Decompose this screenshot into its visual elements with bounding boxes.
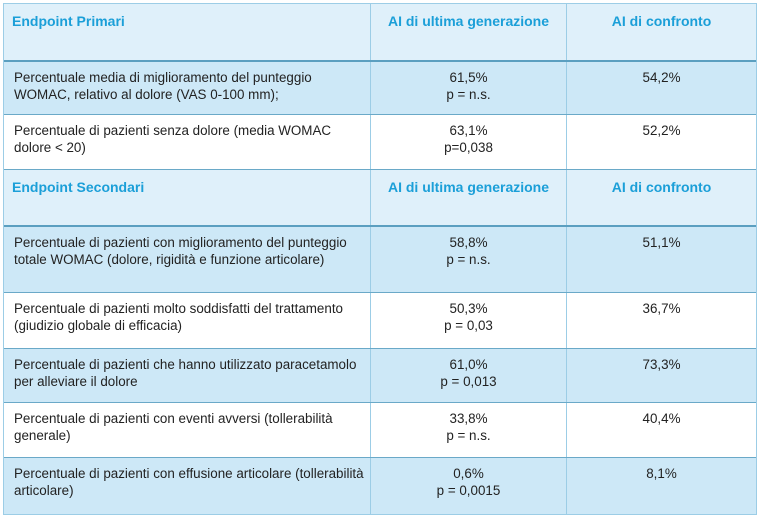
ai-value-cell (370, 227, 566, 292)
comparison-value: 8,1% (566, 458, 756, 514)
comparison-value: 54,2% (566, 62, 756, 114)
ai-comparison-heading: AI di confronto (566, 170, 756, 225)
table-row (4, 457, 756, 514)
p-value: p = 0,0015 (436, 483, 501, 498)
table-row (4, 60, 756, 114)
p-value: p=0,038 (444, 140, 493, 155)
table-row (4, 292, 756, 348)
row-label: Percentuale media di miglioramento del punteggio WOMAC, relativo al dolore (VAS 0-100 mm); (14, 70, 312, 102)
row-label: Percentuale di pazienti che hanno utilizzato paracetamolo per alleviare il dolore (14, 357, 357, 389)
ai-value: 0,6% (453, 466, 484, 481)
ai-latest-heading: AI di ultima generazione (370, 170, 566, 225)
results-table (3, 3, 757, 515)
comparison-value: 73,3% (566, 349, 756, 402)
p-value: p = n.s. (446, 428, 491, 443)
ai-value-cell (370, 115, 566, 169)
ai-comparison-heading: AI di confronto (566, 4, 756, 60)
row-label: Percentuale di pazienti con miglioramento del punteggio totale WOMAC (dolore, rigidità e funzione articolare) (14, 235, 347, 267)
secondary-endpoint-heading: Endpoint Secondari (12, 179, 145, 195)
ai-value: 50,3% (449, 301, 488, 316)
p-value: p = n.s. (446, 252, 491, 267)
table-row (4, 225, 756, 292)
p-value: p = 0,013 (440, 374, 497, 389)
table-row (4, 348, 756, 402)
ai-value-cell (370, 62, 566, 114)
row-label: Percentuale di pazienti con effusione articolare (tollerabilità articolare) (14, 466, 364, 498)
comparison-value: 36,7% (566, 293, 756, 348)
row-label: Percentuale di pazienti molto soddisfatti del trattamento (giudizio globale di efficacia) (14, 301, 343, 333)
primary-endpoint-heading: Endpoint Primari (12, 13, 125, 29)
row-label: Percentuale di pazienti senza dolore (media WOMAC dolore < 20) (14, 123, 332, 155)
table-row (4, 402, 756, 457)
table-row (4, 114, 756, 169)
ai-value-cell (370, 403, 566, 457)
ai-value-cell (370, 458, 566, 514)
ai-value-cell (370, 349, 566, 402)
ai-value: 58,8% (449, 235, 488, 250)
ai-value: 61,0% (449, 357, 488, 372)
comparison-value: 51,1% (566, 227, 756, 292)
p-value: p = n.s. (446, 87, 491, 102)
secondary-header-row (4, 169, 756, 225)
comparison-value: 40,4% (566, 403, 756, 457)
ai-value: 63,1% (449, 123, 488, 138)
comparison-value: 52,2% (566, 115, 756, 169)
p-value: p = 0,03 (444, 318, 493, 333)
ai-value: 33,8% (449, 411, 488, 426)
row-label: Percentuale di pazienti con eventi avversi (tollerabilità generale) (14, 411, 333, 443)
ai-value: 61,5% (449, 70, 488, 85)
primary-header-row (4, 4, 756, 60)
ai-value-cell (370, 293, 566, 348)
ai-latest-heading: AI di ultima generazione (370, 4, 566, 60)
